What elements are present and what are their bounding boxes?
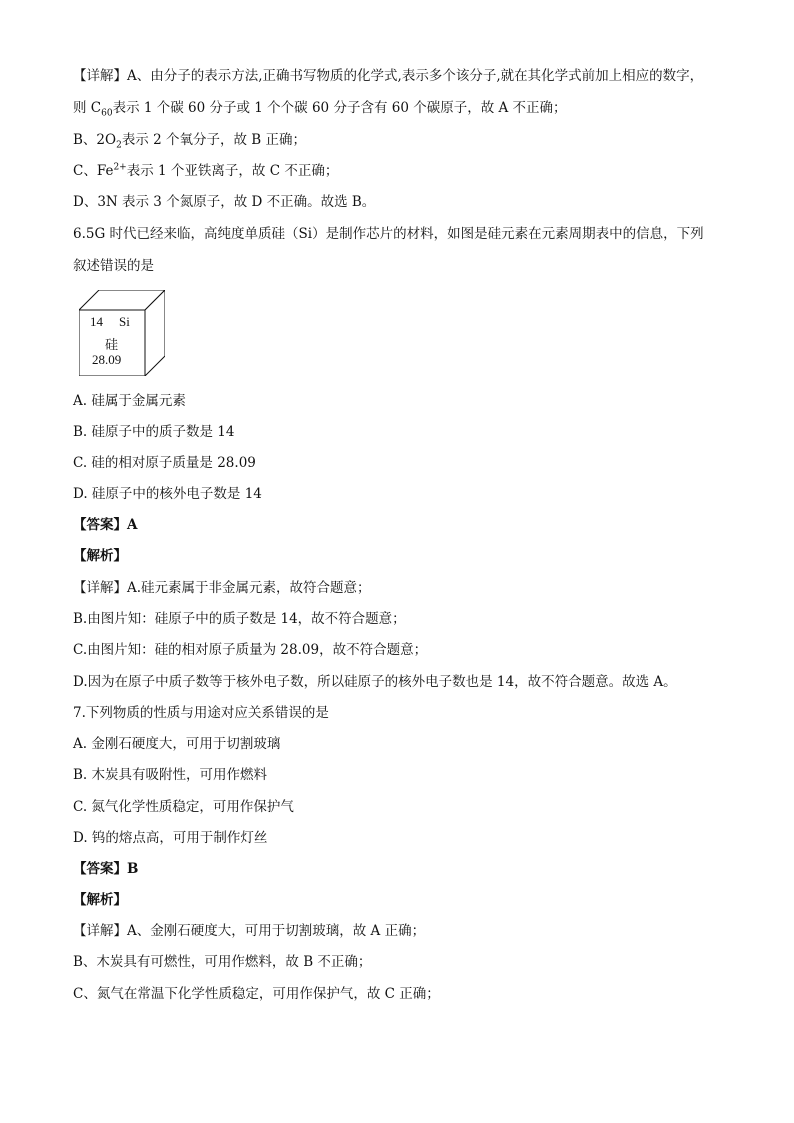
text: 表示 2 个氧分子，故 B 正确； [121,132,306,148]
q7-detail-2: B、木炭具有可燃性，可用作燃料，故 B 不正确； [73,954,372,970]
q7-option-a: A. 金刚石硬度大，可用于切割玻璃 [73,736,281,752]
text: 表示 1 个亚铁离子，故 C 不正确； [126,163,339,179]
text: C、Fe [73,163,114,179]
q6-stem-line1: 6.5G 时代已经来临，高纯度单质硅（Si）是制作芯片的材料，如图是硅元素在元素周期表中的信息，下列 [73,226,704,242]
q6-detail-1: 【详解】A.硅元素属于非金属元素，故符合题意； [73,580,371,596]
periodic-table-tile [79,290,165,376]
atomic-number: 14 [90,314,103,329]
text: 则 C [73,100,102,116]
q6-detail-4: D.因为在原子中质子数等于核外电子数，所以硅原子的核外电子数也是 14，故不符合题意。故选 A。 [73,674,677,690]
superscript: 2+ [113,162,127,173]
element-symbol: Si [119,314,130,329]
q6-detail-2: B.由图片知：硅原子中的质子数是 14，故不符合题意； [73,611,406,627]
q7-analysis-label: 【解析】 [73,892,127,908]
q7-detail-3: C、氮气在常温下化学性质稳定，可用作保护气，故 C 正确； [73,986,440,1002]
q6-option-c: C. 硅的相对原子质量是 28.09 [73,455,256,471]
q6-option-d: D. 硅原子中的核外电子数是 14 [73,486,262,502]
analysis5-lineC [73,161,753,181]
q6-option-a: A. 硅属于金属元素 [73,393,186,409]
atomic-mass: 28.09 [92,352,122,367]
analysis5-line1: 【详解】A、由分子的表示方法,正确书写物质的化学式,表示多个该分子,就在其化学式前加上相应的数字， [73,68,704,84]
q7-option-b: B. 木炭具有吸附性，可用作燃料 [73,767,268,783]
q6-detail-3: C.由图片知：硅的相对原子质量为 28.09，故不符合题意； [73,642,428,658]
q7-option-d: D. 钨的熔点高，可用于制作灯丝 [73,830,268,846]
analysis5-lineB [73,130,753,150]
q7-detail-1: 【详解】A、金刚石硬度大，可用于切割玻璃，故 A 正确； [73,923,426,939]
q7-option-c: C. 氮气化学性质稳定，可用作保护气 [73,799,294,815]
q6-stem-line2: 叙述错误的是 [73,258,154,274]
q7-answer: 【答案】B [73,861,139,877]
q6-option-b: B. 硅原子中的质子数是 14 [73,424,235,440]
analysis5-lineD: D、3N 表示 3 个氮原子，故 D 不正确。故选 B。 [73,194,376,210]
q6-answer: 【答案】A [73,517,138,533]
text: 表示 1 个碳 60 分子或 1 个个碳 60 分子含有 60 个碳原子，故 A 不正确； [112,100,567,116]
analysis5-line2 [73,98,753,118]
element-name: 硅 [105,337,119,352]
subscript: 60 [101,108,113,119]
q7-stem: 7.下列物质的性质与用途对应关系错误的是 [73,705,329,721]
text: B、2O [73,132,117,148]
subscript: 2 [116,140,122,151]
q6-analysis-label: 【解析】 [73,548,127,564]
